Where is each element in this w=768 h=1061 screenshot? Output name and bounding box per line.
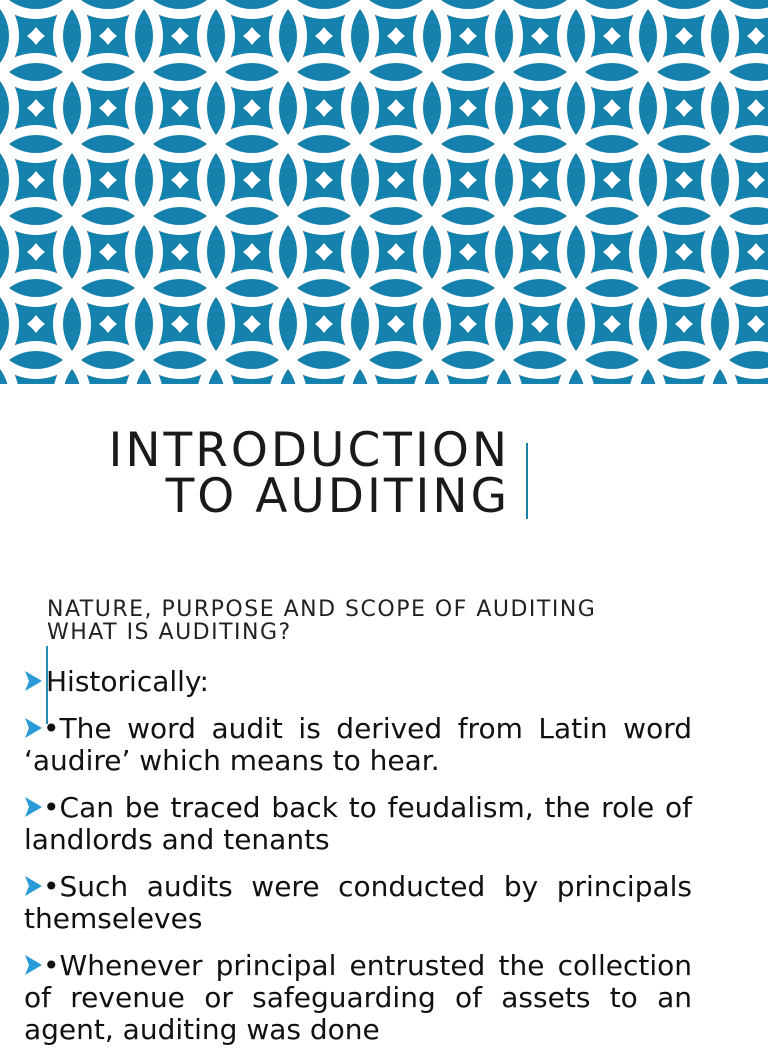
title-line-1: INTRODUCTION	[108, 423, 510, 478]
bullet-text: •Whenever principal entrusted the collection of revenue or safeguarding of assets to an agent, auditing was done	[24, 949, 692, 1046]
banner-pattern	[0, 0, 768, 384]
bullet-text: Historically:	[46, 665, 209, 698]
bullet-item	[18, 666, 692, 698]
bullet-item	[18, 792, 692, 856]
arrow-bullet-icon	[24, 953, 43, 977]
bullet-list	[18, 666, 692, 1061]
arrow-bullet-icon	[24, 874, 43, 898]
title-accent-rule	[526, 443, 528, 519]
slide-subtitle	[47, 598, 596, 644]
bullet-item	[18, 871, 692, 935]
arrow-bullet-icon	[24, 669, 43, 693]
subtitle-line-1: NATURE, PURPOSE AND SCOPE OF AUDITING	[47, 597, 597, 622]
bullet-item	[18, 950, 692, 1046]
bullet-text: •The word audit is derived from Latin word ‘audire’ which means to hear.	[24, 712, 692, 777]
bullet-text: •Such audits were conducted by principals themseleves	[24, 870, 692, 935]
title-line-2: TO AUDITING	[165, 469, 510, 524]
subtitle-line-2: WHAT IS AUDITING?	[47, 620, 292, 645]
slide-title	[108, 423, 510, 524]
bullet-item	[18, 713, 692, 777]
arrow-bullet-icon	[24, 716, 43, 740]
bullet-text: •Can be traced back to feudalism, the role of landlords and tenants	[24, 791, 692, 856]
arrow-bullet-icon	[24, 795, 43, 819]
